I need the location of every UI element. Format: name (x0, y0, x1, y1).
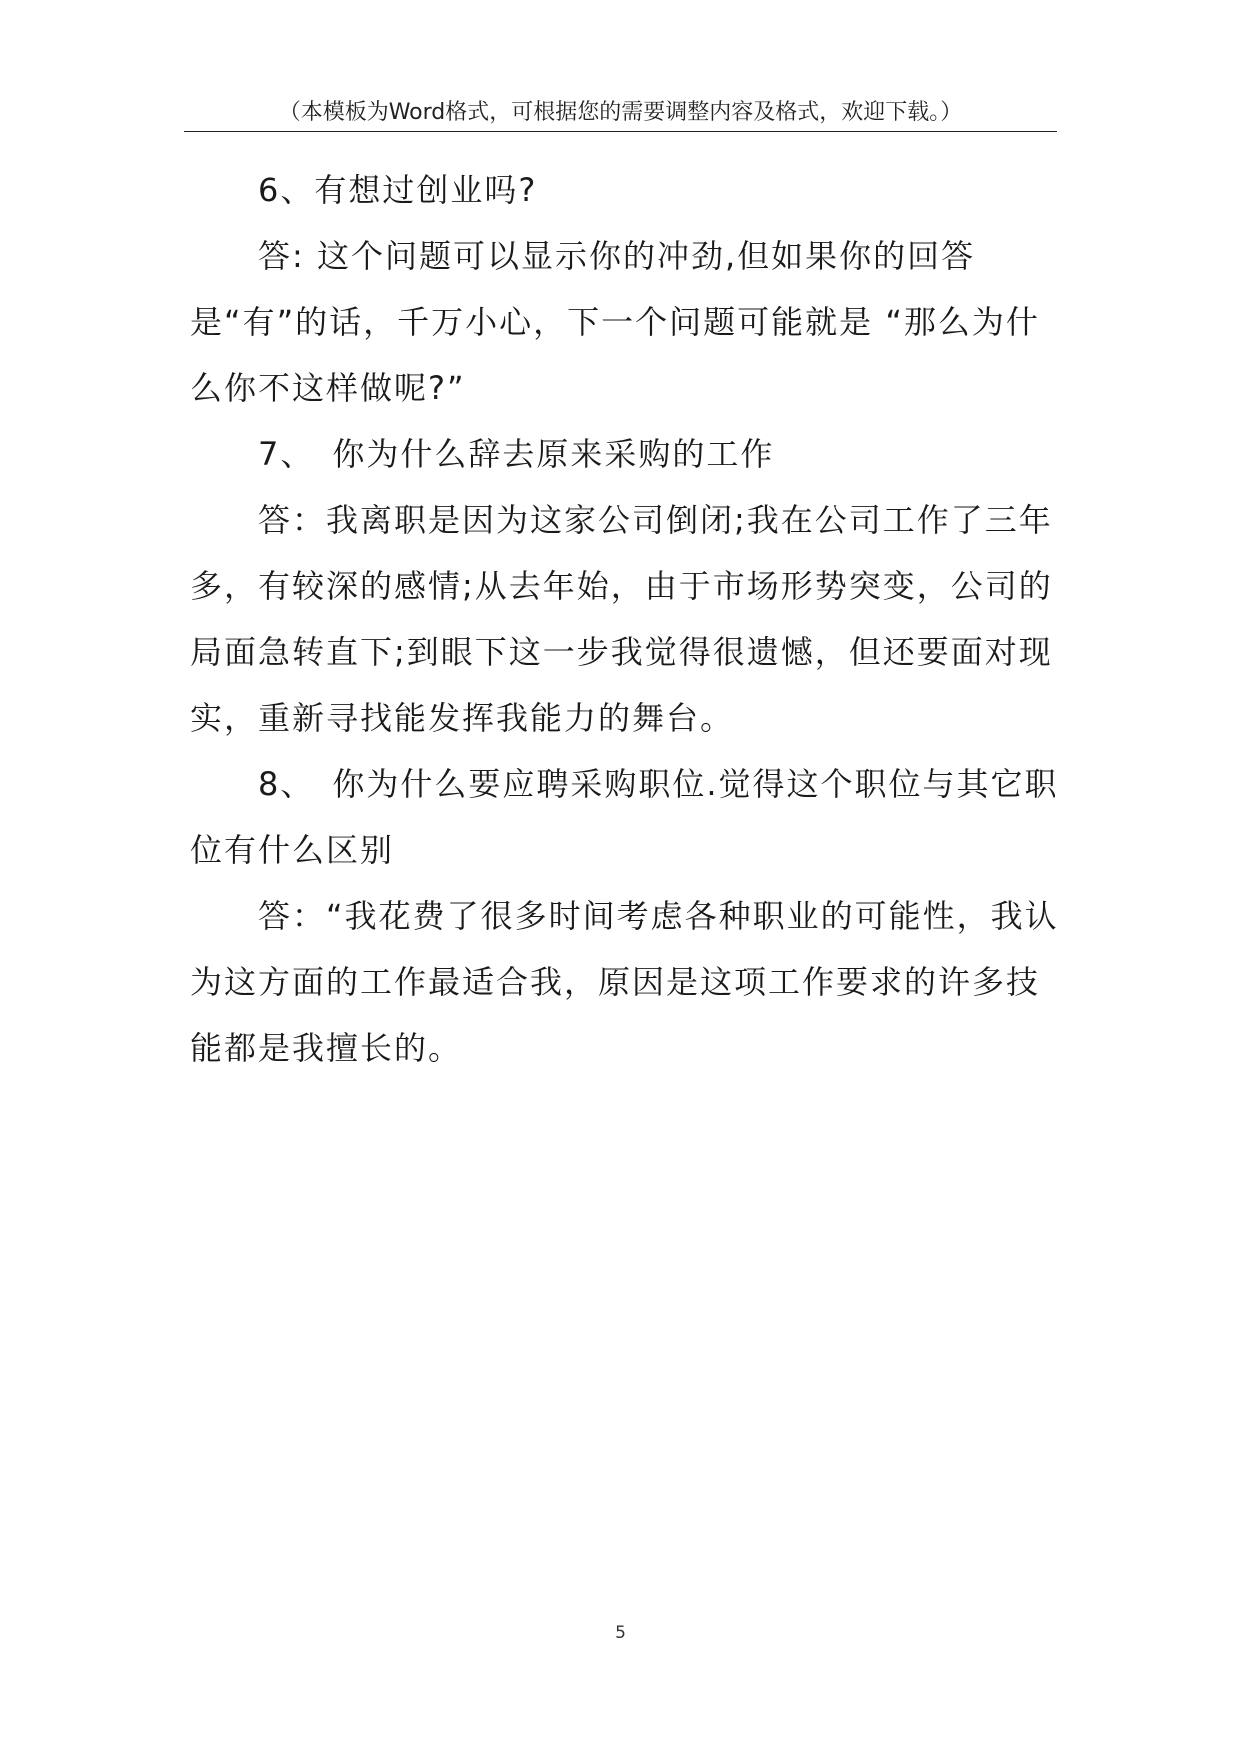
header-divider (184, 131, 1057, 132)
question-8: 8、 你为什么要应聘采购职位.觉得这个职位与其它职位有什么区别 (190, 765, 1059, 869)
document-body (190, 157, 1070, 1081)
header-note: （本模板为Word格式，可根据您的需要调整内容及格式，欢迎下载。） (278, 100, 963, 125)
answer-6: 答: 这个问题可以显示你的冲劲,但如果你的回答是“有”的话，千万小心，下一个问题可能就是 “那么为什么你不这样做呢?” (190, 237, 1040, 407)
question-6: 6、有想过创业吗? (258, 171, 538, 209)
answer-8: 答：“我花费了很多时间考虑各种职业的可能性，我认为这方面的工作最适合我，原因是这项工作要求的许多技能都是我擅长的。 (190, 897, 1059, 1067)
question-7: 7、 你为什么辞去原来采购的工作 (258, 435, 775, 473)
answer-7: 答：我离职是因为这家公司倒闭;我在公司工作了三年多，有较深的感情;从去年始，由于市场形势突变，公司的局面急转直下;到眼下这一步我觉得很遗憾，但还要面对现实，重新寻找能发挥我能力的舞台。 (190, 501, 1053, 737)
page-number: 5 (615, 1623, 626, 1643)
